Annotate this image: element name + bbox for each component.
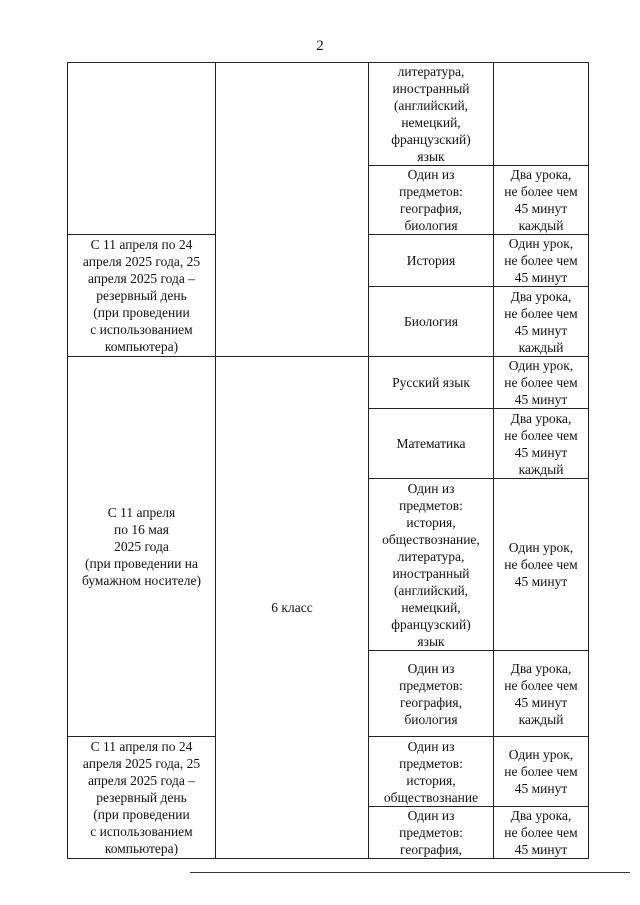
subject-text: литература, иностранный (английский, немецкий, французский) язык [391, 64, 471, 164]
subject-cell [369, 235, 494, 287]
date-text: С 11 апреля по 16 мая 2025 года (при проведении на бумажном носителе) [82, 505, 201, 588]
duration-cell [494, 357, 589, 409]
duration-cell [494, 409, 589, 479]
schedule-table [67, 62, 589, 859]
duration-cell [494, 235, 589, 287]
subject-text: Один из предметов: география, [399, 808, 463, 857]
subject-cell [369, 479, 494, 651]
subject-text: Биология [403, 314, 458, 329]
subject-text: Русский язык [392, 375, 470, 390]
duration-text: Один урок, не более чем 45 минут [504, 540, 578, 589]
subject-cell [369, 63, 494, 166]
duration-text: Один урок, не более чем 45 минут [504, 747, 578, 796]
subject-cell [369, 357, 494, 409]
grade-cell [216, 63, 369, 357]
duration-text: Два урока, не более чем 45 минут каждый [504, 410, 578, 477]
duration-text: Один урок, не более чем 45 минут [504, 236, 578, 285]
duration-cell [494, 479, 589, 651]
date-text: С 11 апреля по 24 апреля 2025 года, 25 апреля 2025 года – резервный день (при проведении с использованием компьютера) [82, 739, 201, 856]
subject-cell [369, 409, 494, 479]
duration-text: Два урока, не более чем 45 минут каждый [504, 167, 578, 233]
duration-text: Один урок, не более чем 45 минут [504, 358, 578, 407]
duration-text: Два урока, не более чем 45 минут каждый [504, 288, 578, 355]
subject-text: Один из предметов: история, обществознание [383, 738, 479, 805]
duration-cell [494, 807, 589, 859]
subject-text: Математика [396, 436, 466, 451]
date-cell [68, 235, 216, 357]
date-text: С 11 апреля по 24 апреля 2025 года, 25 апреля 2025 года – резервный день (при проведении с использованием компьютера) [82, 237, 201, 354]
duration-cell [494, 651, 589, 737]
grade-cell [216, 357, 369, 859]
subject-cell [369, 166, 494, 235]
duration-text: Два урока, не более чем 45 минут [504, 808, 578, 857]
date-cell [68, 63, 216, 235]
page-number: 2 [316, 38, 324, 54]
duration-text: Два урока, не более чем 45 минут каждый [504, 660, 578, 727]
subject-cell [369, 651, 494, 737]
grade-text: 6 класс [271, 600, 313, 615]
subject-text: Один из предметов: география, биология [399, 660, 463, 727]
subject-text: Один из предметов: география, биология [399, 167, 463, 233]
subject-text: Один из предметов: история, обществознание, литература, иностранный (английский, немецкий, французский) язык [382, 480, 480, 649]
duration-cell [494, 63, 589, 166]
table-row [68, 63, 589, 166]
table-row [68, 357, 589, 409]
subject-text: История [406, 253, 456, 268]
subject-cell [369, 737, 494, 807]
duration-cell [494, 166, 589, 235]
subject-cell [369, 807, 494, 859]
duration-cell [494, 287, 589, 357]
date-cell [68, 357, 216, 737]
subject-cell [369, 287, 494, 357]
scan-edge-line [190, 872, 630, 873]
duration-cell [494, 737, 589, 807]
date-cell [68, 737, 216, 859]
